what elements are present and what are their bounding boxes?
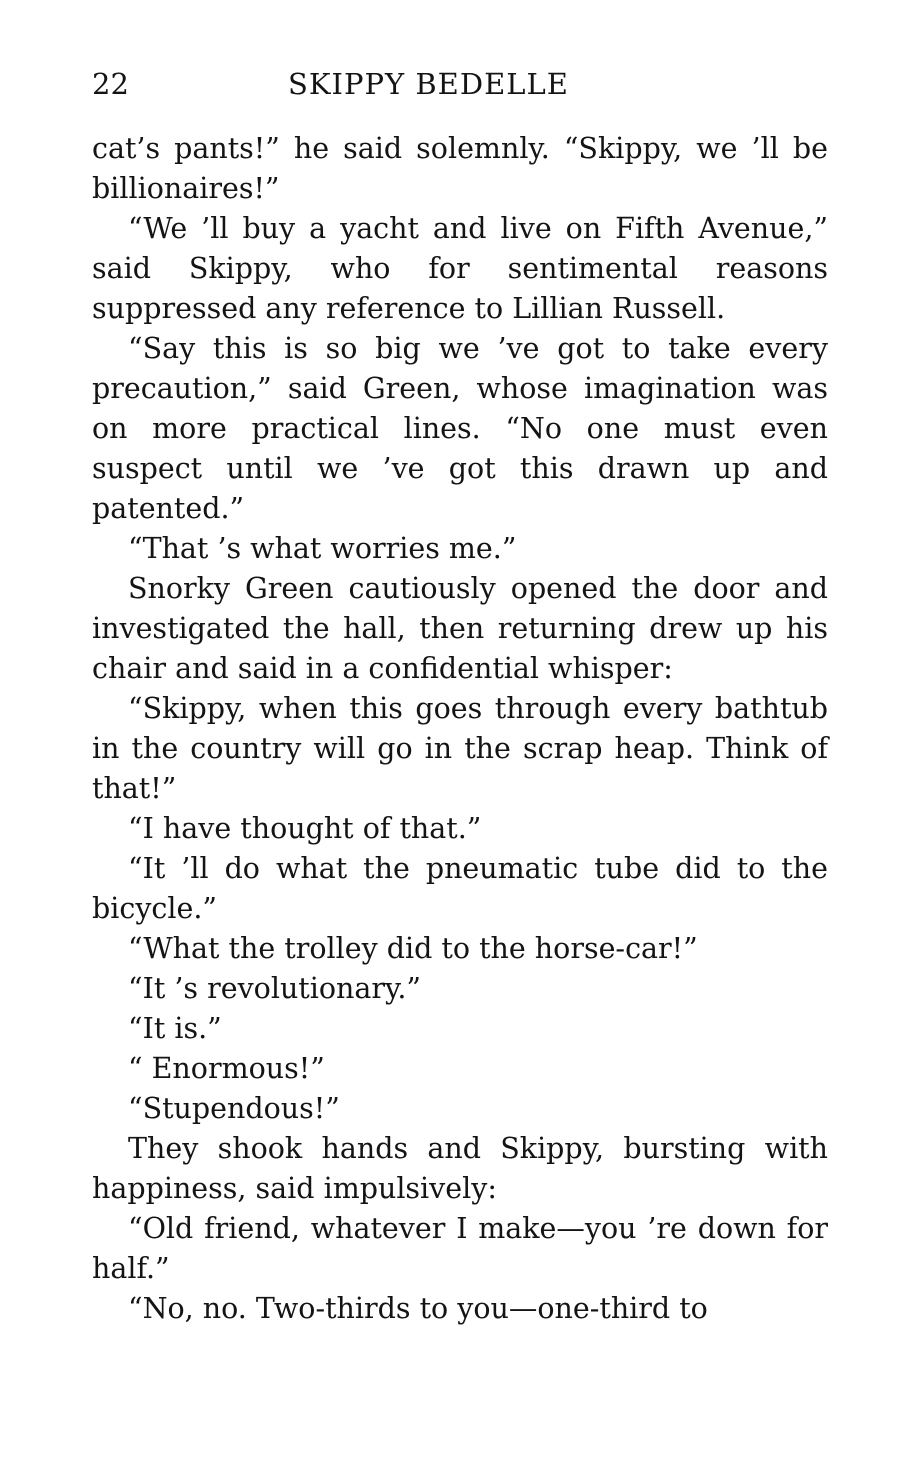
paragraph: “Skippy, when this goes through every bathtub in the country will go in the scrap heap. Think of that!” [92,692,828,805]
body-text [92,129,828,1329]
paragraph: “It ’ll do what the pneumatic tube did to the bicycle.” [92,852,828,925]
paragraph: “Old friend, whatever I make—you ’re down for half.” [92,1212,828,1285]
page-number: 22 [92,67,129,101]
paragraph: Snorky Green cautiously opened the door and investigated the hall, then returning drew up his chair and said in a confidential whisper: [92,572,828,685]
page-header [92,62,828,106]
paragraph: “ Enormous!” [128,1052,325,1085]
paragraph: They shook hands and Skippy, bursting with happiness, said impulsively: [92,1132,828,1205]
paragraph: “We ’ll buy a yacht and live on Fifth Avenue,” said Skippy, who for sentimental reasons suppressed any reference to Lillian Russell. [92,212,828,325]
paragraph: “That ’s what worries me.” [128,532,517,565]
paragraph: “No, no. Two-thirds to you—one-third to [128,1292,708,1325]
paragraph: “It is.” [128,1012,222,1045]
paragraph: “I have thought of that.” [128,812,482,845]
running-title: SKIPPY BEDELLE [288,67,569,101]
paragraph: “Say this is so big we ’ve got to take every precaution,” said Green, whose imagination was on more practical lines. “No one must even suspect until we ’ve got this drawn up and patented.” [92,332,828,525]
paragraph: “What the trolley did to the horse-car!” [128,932,698,965]
paragraph: “Stupendous!” [128,1092,340,1125]
paragraph: cat’s pants!” he said solemnly. “Skippy, we ’ll be billionaires!” [92,132,828,205]
paragraph: “It ’s revolutionary.” [128,972,421,1005]
